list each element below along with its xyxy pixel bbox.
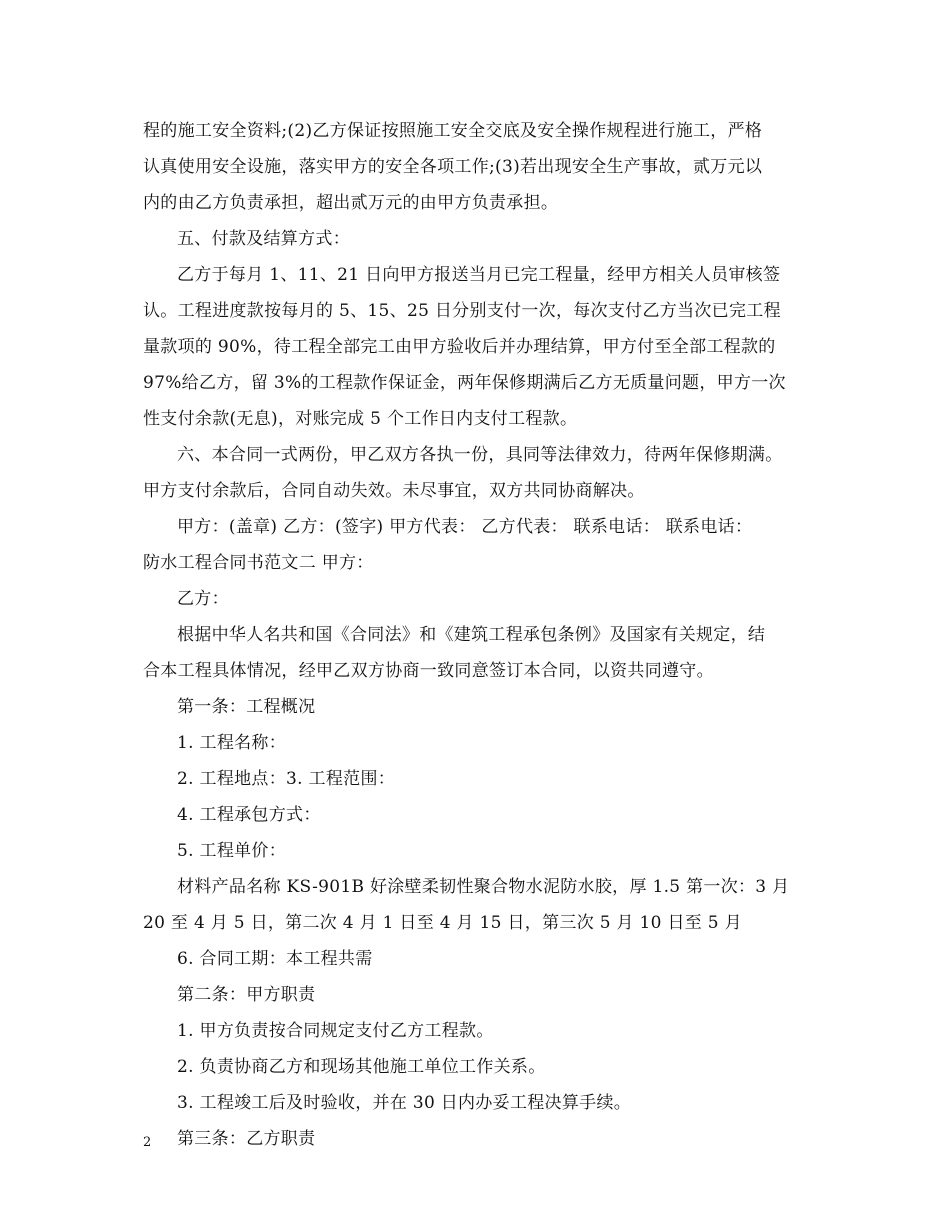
text-line: 3. 工程竣工后及时验收，并在 30 日内办妥工程决算手续。 [177,1093,632,1113]
text-line: 防水工程合同书范文二 甲方： [143,553,374,573]
text-line: 六、本合同一式两份，甲乙双方各执一份，具同等法律效力，待两年保修期满。 [177,445,783,465]
page-number: 2 [143,1135,152,1150]
text-line: 根据中华人名共和国《合同法》和《建筑工程承包条例》及国家有关规定，结 [177,625,766,645]
text-line: 2. 工程地点：3. 工程范围： [177,769,396,789]
text-line: 合本工程具体情况，经甲乙双方协商一致同意签订本合同，以资共同遵守。 [143,661,714,681]
text-line: 第三条：乙方职责 [177,1129,316,1149]
text-line: 第一条：工程概况 [177,697,316,717]
text-line: 4. 工程承包方式： [177,805,321,825]
document-body [143,113,813,1157]
text-line: 乙方： [177,589,229,609]
text-line: 2. 负责协商乙方和现场其他施工单位工作关系。 [177,1057,546,1077]
text-line: 性支付余款(无息)，对账完成 5 个工作日内支付工程款。 [143,409,578,429]
text-line: 97%给乙方，留 3%的工程款作保证金，两年保修期满后乙方无质量问题，甲方一次 [143,373,786,393]
text-line: 5. 工程单价： [177,841,287,861]
text-line: 1. 甲方负责按合同规定支付乙方工程款。 [177,1021,494,1041]
text-line: 第二条：甲方职责 [177,985,316,1005]
text-line: 20 至 4 月 5 日，第二次 4 月 1 日至 4 月 15 日，第三次 5 月 10 日至 5 月 [143,913,742,933]
text-line: 认真使用安全设施，落实甲方的安全各项工作;(3)若出现安全生产事故，贰万元以 [143,157,763,177]
text-line: 甲方支付余款后，合同自动失效。未尽事宜，双方共同协商解决。 [143,481,645,501]
text-line: 五、付款及结算方式： [177,229,350,249]
text-line: 内的由乙方负责承担，超出贰万元的由甲方负责承担。 [143,193,559,213]
text-line: 材料产品名称 KS-901B 好涂壁柔韧性聚合物水泥防水胶，厚 1.5 第一次：3 月 [177,877,790,897]
text-line: 甲方：(盖章) 乙方：(签字) 甲方代表： 乙方代表： 联系电话： 联系电话： [177,517,753,537]
text-line: 量款项的 90%，待工程全部完工由甲方验收后并办理结算，甲方付至全部工程款的 [143,337,776,357]
text-line: 认。工程进度款按每月的 5、15、25 日分别支付一次，每次支付乙方当次已完工程 [143,301,781,321]
text-line: 6. 合同工期：本工程共需 [177,949,373,969]
text-line: 1. 工程名称： [177,733,287,753]
text-line: 乙方于每月 1、11、21 日向甲方报送当月已完工程量，经甲方相关人员审核签 [177,265,781,285]
text-line: 程的施工安全资料;(2)乙方保证按照施工安全交底及安全操作规程进行施工，严格 [143,121,763,141]
